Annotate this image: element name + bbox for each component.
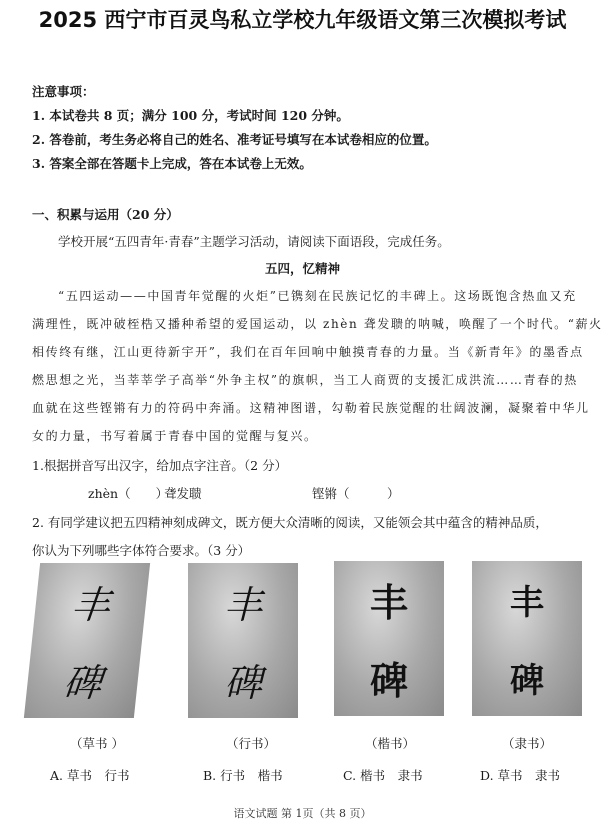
question-1-pinyin-blank: zhèn（ ） xyxy=(88,486,169,501)
passage-line-3: 相传终有继，江山更待新宇开”，我们在百年回响中触摸青春的力量。当《新青年》的墨香点 xyxy=(32,345,584,359)
option-d[interactable]: D. 草书 隶书 xyxy=(480,768,561,783)
question-1-prompt: 1.根据拼音写出汉字，给加点字注音。（2 分） xyxy=(32,458,288,473)
notice-item-1: 1. 本试卷共 8 页；满分 100 分，考试时间 120 分钟。 xyxy=(32,108,349,123)
char-feng: 丰 xyxy=(69,583,113,628)
passage-title: 五四，忆精神 xyxy=(264,261,340,276)
option-a[interactable]: A. 草书 行书 xyxy=(50,768,130,783)
passage-line-2: 满理性，既冲破桎梏又播种希望的爱国运动，以 zhèn 聋发聩的呐喊，唤醒了一个时代。“薪火 xyxy=(32,317,603,331)
question-1-word-a: 聋发聩 xyxy=(164,486,202,501)
option-b[interactable]: B. 行书 楷书 xyxy=(203,768,283,783)
caption-regular: （楷书） xyxy=(364,736,415,751)
calligraphy-image-regular xyxy=(334,561,444,716)
section-intro: 学校开展“五四青年·青春”主题学习活动，请阅读下面语段，完成任务。 xyxy=(58,234,450,249)
char-feng: 丰 xyxy=(223,583,262,628)
char-feng: 丰 xyxy=(369,580,408,626)
notice-item-2: 2. 答卷前，考生务必将自己的姓名、准考证号填写在本试卷相应的位置。 xyxy=(32,132,437,147)
passage-line-4: 燃思想之光，当莘莘学子高举“外争主权”的旗帜，当工人商贾的支援汇成洪流……青春的热 xyxy=(32,373,578,387)
char-bei: 碑 xyxy=(223,660,262,705)
question-1-word-b: 铿锵（ ） xyxy=(312,486,400,501)
calligraphy-image-running xyxy=(188,563,298,718)
passage-line-6: 女的力量，书写着属于青春中国的觉醒与复兴。 xyxy=(32,429,318,443)
char-feng: 丰 xyxy=(510,583,544,624)
caption-running: （行书） xyxy=(225,736,276,751)
exam-title: 2025 西宁市百灵鸟私立学校九年级语文第三次模拟考试 xyxy=(38,8,567,32)
calligraphy-image-cursive xyxy=(24,563,150,718)
option-c[interactable]: C. 楷书 隶书 xyxy=(343,768,423,783)
calligraphy-image-clerical xyxy=(472,561,582,716)
notice-heading: 注意事项： xyxy=(32,84,95,99)
question-2-prompt-line-2: 你认为下列哪些字体符合要求。（3 分） xyxy=(32,543,251,558)
page-footer: 语文试题 第 1页（共 8 页） xyxy=(233,807,372,820)
caption-clerical: （隶书） xyxy=(501,736,552,751)
caption-cursive: （草书 ） xyxy=(70,736,124,751)
char-bei: 碑 xyxy=(61,660,104,705)
passage-line-1: “五四运动——中国青年觉醒的火炬”已镌刻在民族记忆的丰碑上。这场既饱含热血又充 xyxy=(58,289,577,303)
notice-item-3: 3. 答案全部在答题卡上完成，答在本试卷上无效。 xyxy=(32,156,312,171)
char-bei: 碑 xyxy=(369,657,408,703)
passage-line-5: 血就在这些铿锵有力的符码中奔涌。这精神图谱，勾勒着民族觉醒的壮阔波澜，凝聚着中华儿 xyxy=(32,401,590,415)
char-bei: 碑 xyxy=(510,660,544,701)
section-heading: 一、积累与运用（20 分） xyxy=(32,207,179,222)
question-2-prompt-line-1: 2. 有同学建议把五四精神刻成碑文，既方便大众清晰的阅读，又能领会其中蕴含的精神品质， xyxy=(32,515,548,530)
